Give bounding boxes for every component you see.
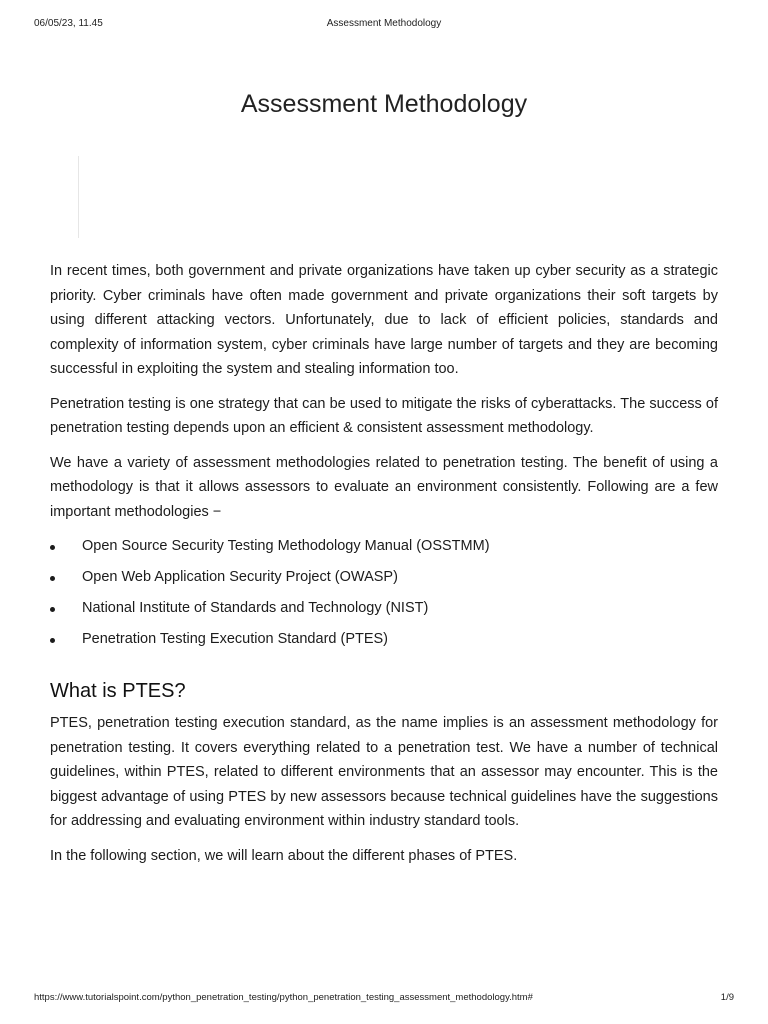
methodology-list: [50, 534, 718, 658]
list-item: [50, 596, 718, 627]
divider: [78, 156, 79, 238]
print-datetime: 06/05/23, 11.45: [34, 18, 103, 29]
page-title: Assessment Methodology: [240, 90, 528, 118]
print-page-title: Assessment Methodology: [326, 18, 442, 29]
bullet-icon: [50, 638, 55, 643]
ptes-paragraph: PTES, penetration testing execution standard, as the name implies is an assessment methodology for penetration testing. It covers everything related to a penetration test. We have a number of technical guidelines, within PTES, related to different environments that an assessor may encounter. This is the biggest advantage of using PTES by new assessors because technical guidelines have the suggestions for addressing and evaluating environment within industry standard tools.: [50, 715, 718, 829]
list-item: [50, 627, 718, 658]
list-item-label: Open Source Security Testing Methodology Manual (OSSTMM): [82, 538, 490, 554]
list-item: [50, 534, 718, 565]
bullet-icon: [50, 576, 55, 581]
print-header: [34, 18, 734, 32]
intro-paragraph: In recent times, both government and private organizations have taken up cyber security as a strategic priority. Cyber criminals have often made government and private organizations their soft targets by using different attacking vectors. Unfortunately, due to lack of efficient policies, standards and complexity of information system, cyber criminals have large number of targets and they are becoming successful in exploiting the system and stealing information too.: [50, 263, 718, 377]
print-footer: [34, 992, 734, 1004]
article-body: [50, 259, 718, 878]
paragraph-penetration-testing: Penetration testing is one strategy that can be used to mitigate the risks of cyberattacks. The success of penetration testing depends upon an efficient & consistent assessment methodology.: [50, 395, 718, 436]
paragraph-methodologies: We have a variety of assessment methodologies related to penetration testing. The benefit of using a methodology is that it allows assessors to evaluate an environment consistently. Following are a few important methodologies −: [50, 454, 718, 520]
section-heading: What is PTES?: [50, 680, 186, 702]
list-item-label: Open Web Application Security Project (OWASP): [82, 569, 398, 585]
bullet-icon: [50, 607, 55, 612]
list-item-label: Penetration Testing Execution Standard (PTES): [82, 631, 389, 647]
page-url: https://www.tutorialspoint.com/python_penetration_testing/python_penetration_testing_assessment_methodology.htm#: [34, 992, 533, 1003]
next-section-paragraph: In the following section, we will learn about the different phases of PTES.: [50, 847, 518, 864]
list-item-label: National Institute of Standards and Technology (NIST): [82, 600, 429, 616]
bullet-icon: [50, 545, 55, 550]
list-item: [50, 565, 718, 596]
page-number: 1/9: [720, 992, 734, 1003]
